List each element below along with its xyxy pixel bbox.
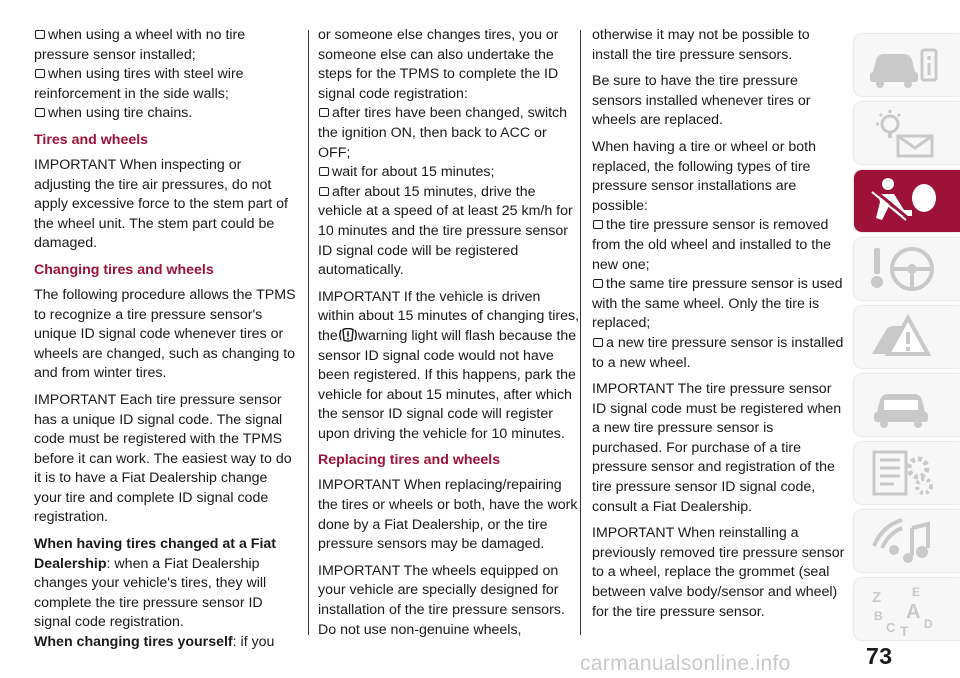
paragraph-when-replaced: When having a tire or wheel or both replaced, the following types of tire pressure sensor installations are possible:: [592, 138, 816, 214]
emergency-triangle-icon: [868, 310, 942, 364]
paragraph-procedure: The following procedure allows the TPMS to recognize a tire pressure sensor's unique ID signal code whenever tires or wheels are changed, such as changing to and from winter tires.: [34, 286, 296, 382]
watermark: carmanualsonline.info: [580, 652, 791, 675]
index-letter: B: [874, 609, 883, 623]
paragraph-each-sensor: IMPORTANT Each tire pressure sensor has a unique ID signal code. The signal code must be registered with the TPMS before it can work. The easiest way to do it is to have a Fiat Dealership change your tire and complete ID signal code registration.: [34, 391, 292, 526]
list-item: the tire pressure sensor is removed from the old wheel and installed to the new one;: [592, 217, 831, 273]
heading-tires-wheels: Tires and wheels: [34, 131, 149, 148]
chapter-tabs: [854, 34, 960, 646]
list-item: when using tire chains.: [34, 104, 296, 124]
column-divider: [580, 30, 581, 635]
bullet-box-icon: [319, 167, 329, 176]
paragraph-continued: or someone else changes tires, you or someone else can also undertake the steps for the TPMS to complete the ID signal code registration:: [318, 27, 559, 102]
tab-technical-data[interactable]: [854, 442, 960, 504]
paragraph-reinstall: IMPORTANT When reinstalling a previously removed tire pressure sensor to a wheel, replace the grommet (seal between valve body/sensor and wheel) for the tire pressure sensor.: [592, 525, 845, 620]
tpms-warning-icon: [338, 328, 358, 342]
index-letter: E: [912, 585, 921, 599]
page-number: 73: [866, 643, 893, 669]
bullet-box-icon: [35, 108, 45, 117]
tab-car-info[interactable]: [854, 34, 960, 96]
list-item: when using a wheel with no tire pressure sensor installed;: [34, 27, 246, 63]
list-item: a new tire pressure sensor is installed to a new wheel.: [592, 334, 844, 371]
bullet-box-icon: [593, 279, 603, 288]
paragraph-dealership: When having tires changed at a Fiat Dealership: when a Fiat Dealership changes your vehicle's tires, they will complete the tire pressure sensor ID signal code registration.: [34, 536, 277, 631]
technical-data-icon: [868, 446, 942, 500]
tab-emergency[interactable]: [854, 306, 960, 368]
index-letter: D: [924, 617, 933, 631]
tab-maintenance[interactable]: [854, 374, 960, 436]
list-item: after tires have been changed, switch the ignition ON, then back to ACC or OFF;: [318, 105, 568, 161]
tab-warning-lights[interactable]: [854, 102, 960, 164]
tab-multimedia[interactable]: [854, 510, 960, 572]
car-info-icon: [868, 38, 942, 92]
paragraph-repair: IMPORTANT When replacing/repairing the tires or wheels or both, have the work done by a Fiat Dealership, or the tire pressure sensors may be damaged.: [318, 477, 578, 553]
paragraph-inspect: IMPORTANT When inspecting or adjusting the tire air pressures, do not apply excessive force to the stem part of the wheel unit. The stem part could be damaged.: [34, 156, 288, 252]
bullet-box-icon: [319, 187, 329, 196]
heading-replacing-tires: Replacing tires and wheels: [318, 452, 501, 469]
bullet-box-icon: [35, 30, 45, 39]
paragraph-registered: IMPORTANT The tire pressure sensor ID signal code must be registered when a new tire pressure sensor is purchased. For purchase of a tire pressure sensor and registration of the tire pressure sensor ID signal code, consult a Fiat Dealership.: [592, 381, 842, 515]
index-letter: T: [900, 623, 909, 636]
index-letter: Z: [872, 589, 882, 606]
index-letter: A: [906, 601, 921, 623]
list-item: after about 15 minutes, drive the vehicle at a speed of at least 25 km/h for 10 minutes and the tire pressure sensor ID signal code will be registered automatically.: [318, 183, 573, 279]
column-middle: [318, 26, 580, 647]
column-right: [592, 26, 846, 629]
paragraph-be-sure: Be sure to have the tire pressure sensors installed whenever tires or wheels are replaced.: [592, 73, 811, 129]
list-item: when using tires with steel wire reinforcement in the side walls;: [34, 66, 244, 102]
bullet-box-icon: [35, 69, 45, 78]
car-maintenance-icon: [868, 378, 942, 432]
airbag-safety-icon: [868, 174, 942, 228]
bullet-box-icon: [319, 108, 329, 117]
multimedia-icon: [868, 514, 942, 568]
steering-wheel-key-icon: [868, 242, 942, 296]
paragraph-otherwise: otherwise it may not be possible to install the tire pressure sensors.: [592, 27, 810, 63]
list-item: the same tire pressure sensor is used with the same wheel. Only the tire is replaced;: [592, 276, 843, 332]
paragraph-yourself: When changing tires yourself: if you: [34, 634, 275, 651]
tab-starting-driving[interactable]: [854, 238, 960, 300]
column-divider: [308, 30, 309, 635]
heading-changing-tires: Changing tires and wheels: [34, 261, 214, 278]
tab-safety[interactable]: [854, 170, 960, 232]
paragraph-driven: IMPORTANT If the vehicle is driven within about 15 minutes of changing tires, the warning light will flash because the sensor ID signal code would not have been registered. If this happens, park the vehicle for about 15 minutes, after which the sensor ID signal code will register upon driving the vehicle for 10 minutes.: [318, 288, 580, 442]
list-item: wait for about 15 minutes;: [318, 163, 580, 183]
bullet-box-icon: [593, 338, 603, 347]
alphabetical-index-icon: [868, 582, 942, 636]
index-letter: C: [886, 620, 896, 635]
bullet-box-icon: [593, 220, 603, 229]
column-left: [34, 26, 296, 653]
warning-lights-icon: [868, 106, 942, 160]
tab-index[interactable]: [854, 578, 960, 640]
paragraph-wheels: IMPORTANT The wheels equipped on your vehicle are specially designed for installation of the tire pressure sensors. Do not use non-genuine wheels,: [318, 562, 565, 638]
